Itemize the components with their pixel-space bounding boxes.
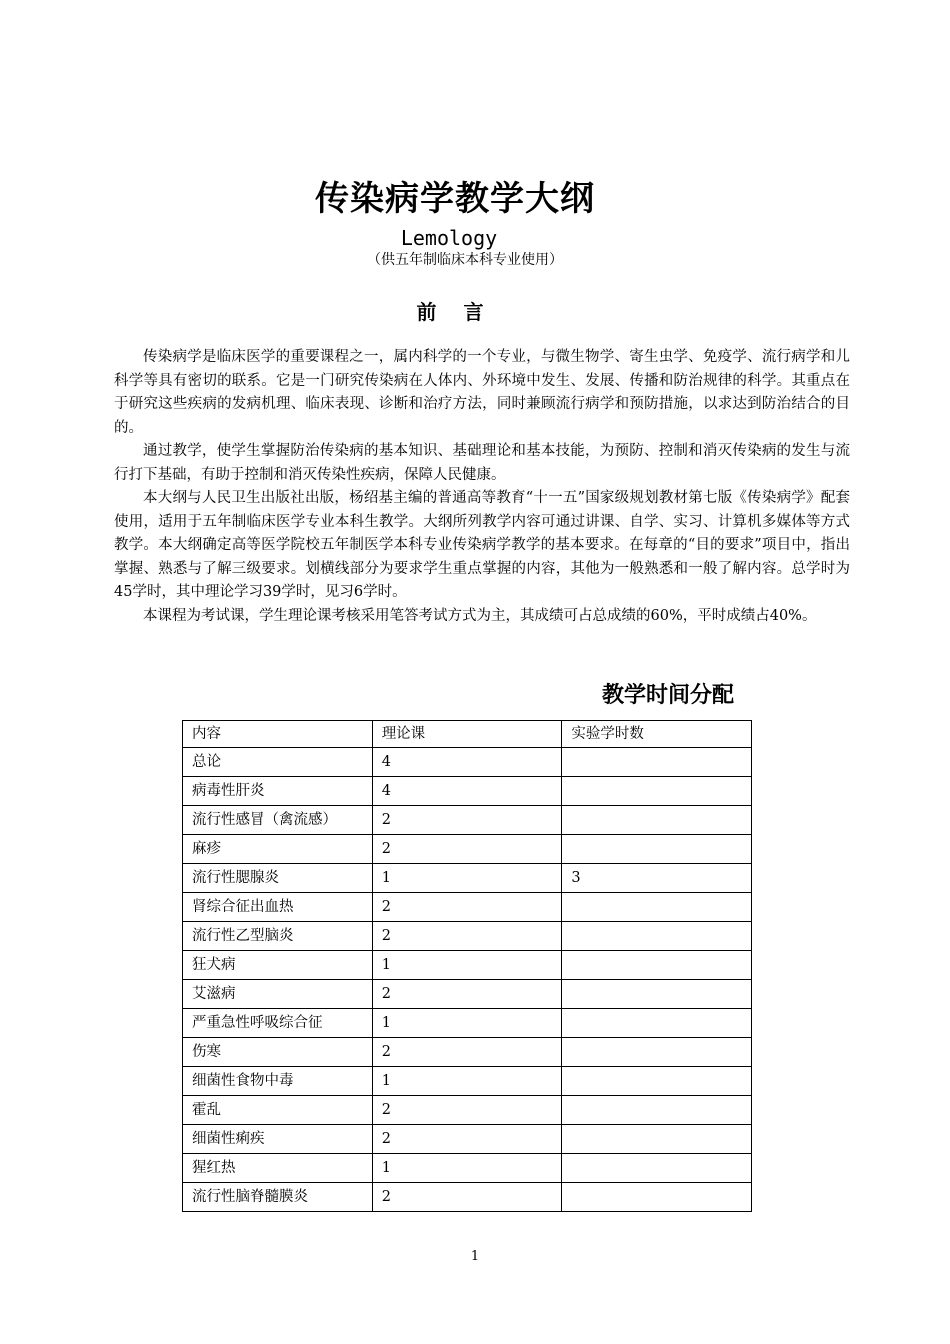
table-row: [183, 1009, 752, 1038]
preface-paragraph: 传染病学是临床医学的重要课程之一，属内科学的一个专业，与微生物学、寄生虫学、免疫学、流行病学和儿科学等具有密切的联系。它是一门研究传染病在人体内、外环境中发生、发展、传播和防治规律的科学。其重点在于研究这些疾病的发病机理、临床表现、诊断和治疗方法，同时兼顾流行病学和预防措施，以求达到防治结合的目的。: [114, 349, 850, 436]
cell-topic: 伤寒: [183, 1038, 373, 1067]
table-row: [183, 922, 752, 951]
cell-theory-hours: 1: [372, 951, 562, 980]
cell-theory-hours: 2: [372, 1038, 562, 1067]
cell-theory-hours: 2: [372, 980, 562, 1009]
schedule-heading: 教学时间分配: [602, 683, 735, 708]
cell-topic: 流行性乙型脑炎: [183, 922, 373, 951]
cell-theory-hours: 2: [372, 922, 562, 951]
cell-lab-hours: 3: [562, 864, 752, 893]
table-row: [183, 806, 752, 835]
cell-lab-hours: [562, 1096, 752, 1125]
cell-topic: 总论: [183, 748, 373, 777]
schedule-table: [182, 720, 752, 1212]
cell-topic: 病毒性肝炎: [183, 777, 373, 806]
cell-lab-hours: [562, 980, 752, 1009]
cell-topic: 流行性感冒（禽流感）: [183, 806, 373, 835]
cell-topic: 流行性腮腺炎: [183, 864, 373, 893]
cell-lab-hours: [562, 893, 752, 922]
cell-topic: 流行性脑脊髓膜炎: [183, 1183, 373, 1212]
preface-body: [114, 346, 850, 628]
cell-lab-hours: [562, 1154, 752, 1183]
table-row: [183, 777, 752, 806]
cell-lab-hours: [562, 835, 752, 864]
column-header-theory: 理论课: [372, 721, 562, 748]
cell-theory-hours: 2: [372, 1125, 562, 1154]
table-row: [183, 1183, 752, 1212]
cell-topic: 狂犬病: [183, 951, 373, 980]
preface-paragraph: 本课程为考试课，学生理论课考核采用笔答考试方式为主，其成绩可占总成绩的60%，平时成绩占40%。: [143, 607, 817, 624]
preface-heading: 前 言: [416, 300, 494, 324]
table-row: [183, 748, 752, 777]
cell-lab-hours: [562, 1067, 752, 1096]
cell-theory-hours: 2: [372, 1183, 562, 1212]
table-row: [183, 951, 752, 980]
document-title: 传染病学教学大纲: [315, 179, 595, 219]
cell-topic: 严重急性呼吸综合征: [183, 1009, 373, 1038]
cell-theory-hours: 2: [372, 835, 562, 864]
cell-lab-hours: [562, 748, 752, 777]
cell-lab-hours: [562, 1038, 752, 1067]
cell-theory-hours: 1: [372, 864, 562, 893]
cell-topic: 细菌性痢疾: [183, 1125, 373, 1154]
english-subtitle: Lemology: [400, 226, 498, 250]
cell-theory-hours: 4: [372, 748, 562, 777]
table-row: [183, 893, 752, 922]
cell-lab-hours: [562, 1009, 752, 1038]
page-number: 1: [470, 1249, 480, 1264]
cell-theory-hours: 1: [372, 1154, 562, 1183]
table-row: [183, 1067, 752, 1096]
preface-paragraph: 本大纲与人民卫生出版社出版，杨绍基主编的普通高等教育“十一五”国家级规划教材第七版《传染病学》配套使用，适用于五年制临床医学专业本科生教学。大纲所列教学内容可通过讲课、自学、实习、计算机多媒体等方式教学。本大纲确定高等医学院校五年制医学本科专业传染病学教学的基本要求。在每章的“目的要求”项目中，指出掌握、熟悉与了解三级要求。划横线部分为要求学生重点掌握的内容，其他为一般熟悉和一般了解内容。总学时为45学时，其中理论学习39学时，见习6学时。: [114, 490, 850, 600]
cell-lab-hours: [562, 1183, 752, 1212]
audience-note: （供五年制临床本科专业使用）: [367, 252, 563, 268]
table-row: [183, 1154, 752, 1183]
table-row: [183, 1125, 752, 1154]
cell-topic: 肾综合征出血热: [183, 893, 373, 922]
cell-lab-hours: [562, 922, 752, 951]
preface-paragraph: 通过教学，使学生掌握防治传染病的基本知识、基础理论和基本技能，为预防、控制和消灭传染病的发生与流行打下基础，有助于控制和消灭传染性疾病，保障人民健康。: [114, 443, 850, 483]
column-header-content: 内容: [183, 721, 373, 748]
cell-theory-hours: 2: [372, 1096, 562, 1125]
table-header-row: [183, 721, 752, 748]
table-row: [183, 864, 752, 893]
table-row: [183, 980, 752, 1009]
table-row: [183, 1038, 752, 1067]
cell-lab-hours: [562, 777, 752, 806]
table-row: [183, 835, 752, 864]
table-row: [183, 1096, 752, 1125]
cell-topic: 猩红热: [183, 1154, 373, 1183]
cell-topic: 细菌性食物中毒: [183, 1067, 373, 1096]
cell-theory-hours: 2: [372, 893, 562, 922]
cell-theory-hours: 1: [372, 1009, 562, 1038]
cell-theory-hours: 4: [372, 777, 562, 806]
cell-lab-hours: [562, 806, 752, 835]
cell-theory-hours: 1: [372, 1067, 562, 1096]
column-header-lab-hours: 实验学时数: [562, 721, 752, 748]
cell-lab-hours: [562, 951, 752, 980]
cell-topic: 麻疹: [183, 835, 373, 864]
cell-theory-hours: 2: [372, 806, 562, 835]
cell-topic: 霍乱: [183, 1096, 373, 1125]
cell-topic: 艾滋病: [183, 980, 373, 1009]
cell-lab-hours: [562, 1125, 752, 1154]
